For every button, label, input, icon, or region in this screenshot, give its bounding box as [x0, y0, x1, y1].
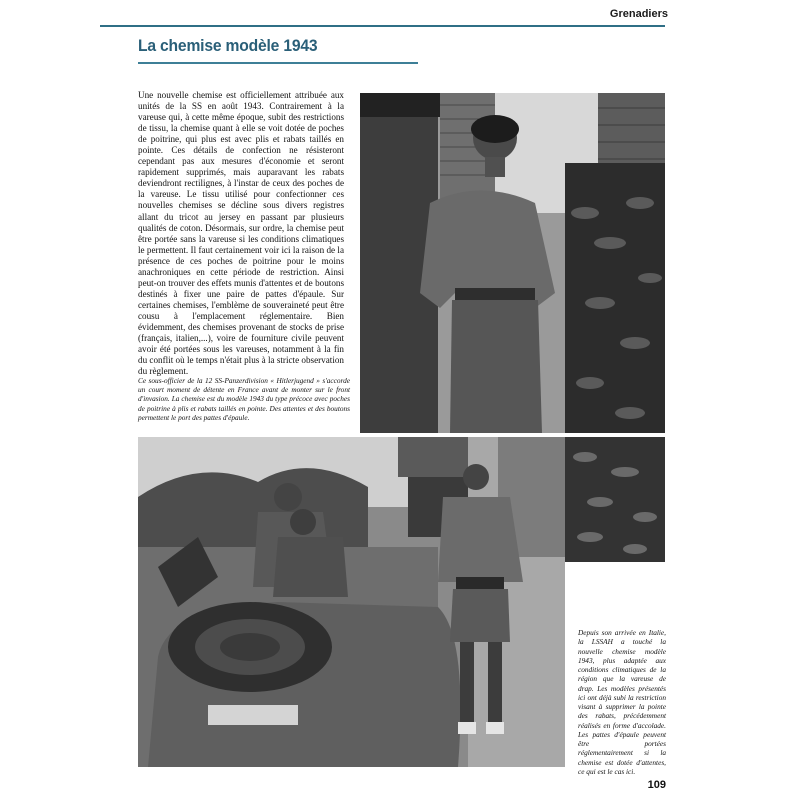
- photo-foliage-edge: [565, 437, 665, 562]
- page-number: 109: [647, 779, 666, 791]
- caption-top-photo: Ce sous-officier de la 12 SS-Panzerdivision « Hitlerjugend » s'accorde un court moment de détente en France avant de monter sur le front d'invasion. La chemise est du modèle 1943 du type précoce avec poches de poitrine à plis et rabats taillés en pointe. Des attentes et des boutons permettent le port des pattes d'épaule.: [138, 376, 350, 422]
- caption-bottom-photo: Depuis son arrivée en Italie, la LSSAH a touché la nouvelle chemise modèle 1943, plus adaptée aux conditions climatiques de la région que la vareuse de drap. Les modèles présentés ici ont déjà subi la restriction visant à supprimer la pointe des rabats, précédemment réalisés en forme d'accolade. Les pattes d'épaule peuvent être portées réglementairement si la chemise est dotée d'attentes, ce qui est le cas ici.: [578, 628, 666, 776]
- header-rule: [100, 25, 665, 27]
- running-head: Grenadiers: [609, 8, 668, 20]
- title-rule: [138, 62, 418, 64]
- article-title: La chemise modèle 1943: [138, 36, 318, 55]
- photo-soldier-wall: [360, 93, 665, 433]
- photo-soldiers-vehicle: [138, 437, 565, 767]
- article-body: Une nouvelle chemise est officiellement attribuée aux unités de la SS en août 1943. Contrairement à la vareuse qui, à cette même époque, subit des restrictions de tissu, la chemise quant à elle se voit dotée de poches de poitrine, qui plus est avec plis et rabats taillés en pointe. Ces détails de confection ne résisteront cependant pas aux mesures d'économie et seront rapidement supprimés, mais auparavant les rabats deviendront rectilignes, à l'instar de ceux des poches de la vareuse. Le tissu utilisé pour confectionner ces nouvelles chemises se décline sous divers registres allant du tricot au jersey en passant par plusieurs qualités de coton. Désormais, sur ordre, la chemise peut être portée sans la vareuse si les conditions climatiques le permettent. Il faut certainement voir ici la raison de la présence de ces poches de poitrine pour le moins anachroniques en cette période de restriction. Ainsi peut-on trouver des effets munis d'attentes et de boutons destinés à fixer une paire de pattes d'épaule. Sur certaines chemises, l'emblème de souveraineté peut être cousu à l'emplacement réglementaire. Bien évidemment, des chemises provenant de stocks de prise (français, italien,...), voire de fourniture civile peuvent avoir été portées sous les vareuses, notamment à la fin du conflit où le temps n'était plus à la stricte observation du règlement.: [138, 90, 344, 377]
